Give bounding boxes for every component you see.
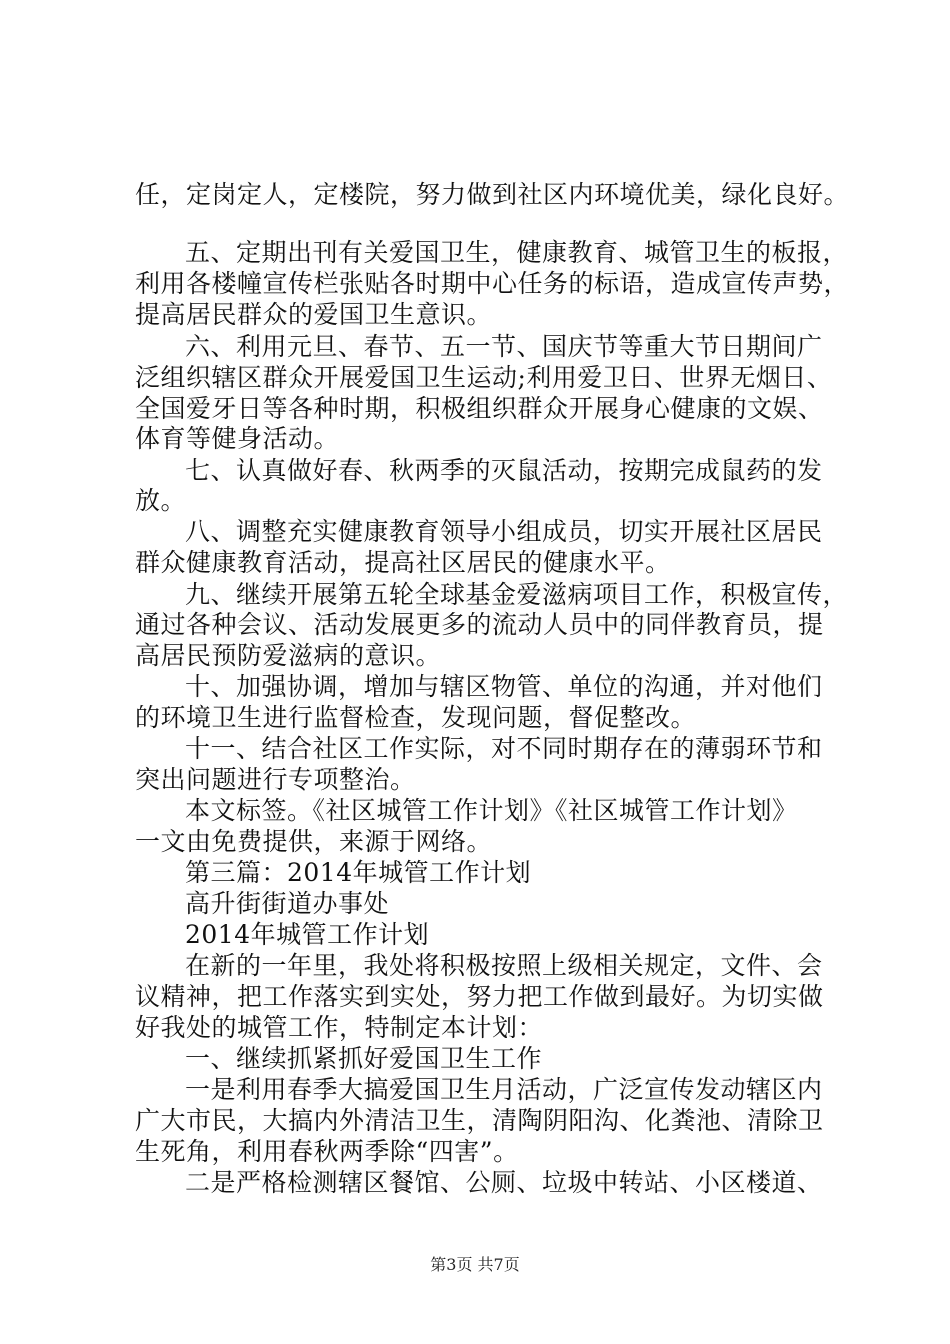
plan-title: 2014年城管工作计划 [185, 920, 430, 949]
text-line: 放。 [135, 486, 187, 515]
text-line: 通过各种会议、活动发展更多的流动人员中的同伴教育员，提 [135, 610, 824, 639]
text-line: 突出问题进行专项整治。 [135, 765, 416, 794]
text-line: 九、继续开展第五轮全球基金爱滋病项目工作，积极宣传， [185, 580, 849, 609]
text-line: 任，定岗定人，定楼院，努力做到社区内环境优美，绿化良好。 [135, 180, 850, 209]
text-line: 的环境卫生进行监督检查，发现问题，督促整改。 [135, 703, 697, 732]
text-line: 七、认真做好春、秋两季的灭鼠活动，按期完成鼠药的发 [185, 456, 823, 485]
text-line: 十、加强协调，增加与辖区物管、单位的沟通，并对他们 [185, 672, 823, 701]
text-line: 体育等健身活动。 [135, 424, 340, 453]
text-line: 在新的一年里，我处将积极按照上级相关规定，文件、会 [185, 951, 823, 980]
text-line: 提高居民群众的爱国卫生意识。 [135, 300, 493, 329]
text-line: 一、继续抓紧抓好爱国卫生工作 [185, 1044, 543, 1073]
text-line: 泛组织辖区群众开展爱国卫生运动;利用爱卫日、世界无烟日、 [135, 363, 833, 392]
text-line: 二是严格检测辖区餐馆、公厕、垃圾中转站、小区楼道、 [185, 1168, 823, 1197]
section-heading: 第三篇：2014年城管工作计划 [185, 858, 532, 887]
text-line: 高居民预防爱滋病的意识。 [135, 641, 442, 670]
text-line: 十一、结合社区工作实际，对不同时期存在的薄弱环节和 [185, 734, 823, 763]
text-line: 全国爱牙日等各种时期，积极组织群众开展身心健康的文娱、 [135, 394, 824, 423]
text-line: 生死角，利用春秋两季除“四害”。 [135, 1137, 519, 1166]
text-line: 本文标签。《社区城管工作计划》《社区城管工作计划》 [185, 796, 798, 825]
text-line: 一是利用春季大搞爱国卫生月活动，广泛宣传发动辖区内 [185, 1075, 823, 1104]
text-line: 利用各楼幢宣传栏张贴各时期中心任务的标语，造成宣传声势， [135, 269, 850, 298]
text-line: 好我处的城管工作，特制定本计划： [135, 1013, 544, 1042]
text-line: 五、定期出刊有关爱国卫生，健康教育、城管卫生的板报， [185, 238, 849, 267]
text-line: 八、调整充实健康教育领导小组成员，切实开展社区居民 [185, 517, 823, 546]
text-line: 广大市民，大搞内外清洁卫生，清陶阴阳沟、化粪池、清除卫 [135, 1106, 824, 1135]
text-line: 群众健康教育活动，提高社区居民的健康水平。 [135, 548, 671, 577]
text-line: 一文由免费提供，来源于网络。 [135, 827, 493, 856]
page-number-footer: 第3页 共7页 [430, 1255, 520, 1274]
text-line: 六、利用元旦、春节、五一节、国庆节等重大节日期间广 [185, 332, 823, 361]
text-line: 议精神，把工作落实到实处，努力把工作做到最好。为切实做 [135, 982, 824, 1011]
office-name: 高升街街道办事处 [185, 889, 390, 918]
